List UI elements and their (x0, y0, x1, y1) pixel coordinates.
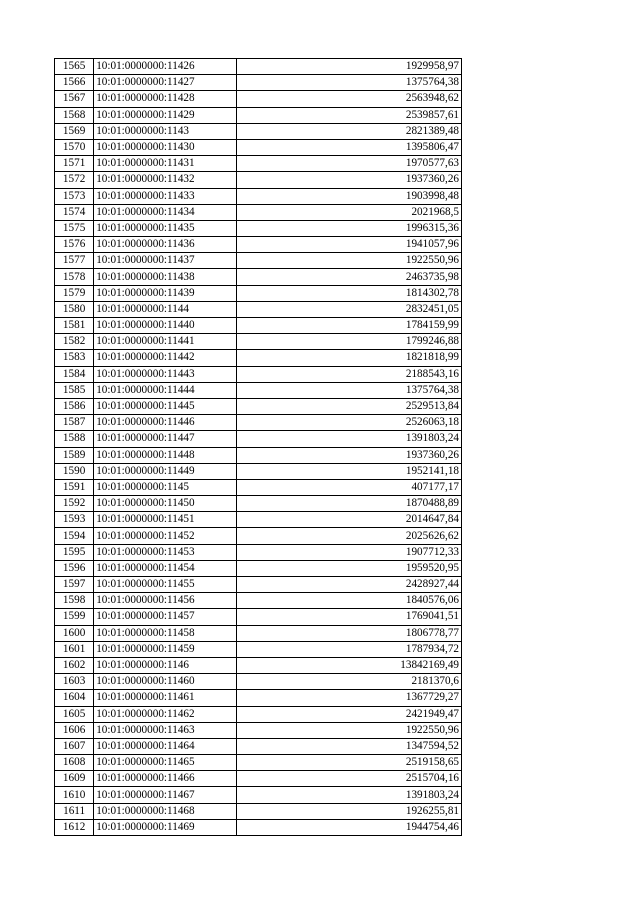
value-cell: 2021968,5 (236, 204, 461, 220)
row-number-cell: 1612 (55, 819, 94, 835)
cadastral-number-cell: 10:01:0000000:11436 (94, 237, 237, 253)
cadastral-number-cell: 10:01:0000000:11427 (94, 75, 237, 91)
value-cell: 1922550,96 (236, 722, 461, 738)
row-number-cell: 1566 (55, 75, 94, 91)
cadastral-number-cell: 10:01:0000000:11447 (94, 431, 237, 447)
row-number-cell: 1584 (55, 366, 94, 382)
row-number-cell: 1611 (55, 803, 94, 819)
cadastral-number-cell: 10:01:0000000:1144 (94, 301, 237, 317)
cadastral-number-cell: 10:01:0000000:11431 (94, 156, 237, 172)
row-number-cell: 1604 (55, 690, 94, 706)
row-number-cell: 1600 (55, 625, 94, 641)
cadastral-number-cell: 10:01:0000000:11455 (94, 577, 237, 593)
cadastral-number-cell: 10:01:0000000:11437 (94, 253, 237, 269)
table-row (55, 479, 462, 495)
cadastral-number-cell: 10:01:0000000:11449 (94, 463, 237, 479)
table-row (55, 528, 462, 544)
table-row (55, 787, 462, 803)
row-number-cell: 1581 (55, 318, 94, 334)
value-cell: 1929958,97 (236, 59, 461, 75)
cadastral-number-cell: 10:01:0000000:11450 (94, 496, 237, 512)
cadastral-number-cell: 10:01:0000000:11446 (94, 415, 237, 431)
row-number-cell: 1589 (55, 447, 94, 463)
table-row (55, 706, 462, 722)
cadastral-number-cell: 10:01:0000000:1143 (94, 123, 237, 139)
value-cell: 2181370,6 (236, 674, 461, 690)
table-row (55, 398, 462, 414)
value-cell: 1952141,18 (236, 463, 461, 479)
row-number-cell: 1594 (55, 528, 94, 544)
value-cell: 2821389,48 (236, 123, 461, 139)
value-cell: 2563948,62 (236, 91, 461, 107)
cadastral-number-cell: 10:01:0000000:11464 (94, 738, 237, 754)
table-row (55, 139, 462, 155)
value-cell: 1941057,96 (236, 237, 461, 253)
cadastral-number-cell: 10:01:0000000:11440 (94, 318, 237, 334)
row-number-cell: 1583 (55, 350, 94, 366)
value-cell: 1937360,26 (236, 172, 461, 188)
value-cell: 1907712,33 (236, 544, 461, 560)
table-row (55, 755, 462, 771)
row-number-cell: 1609 (55, 771, 94, 787)
table-row (55, 593, 462, 609)
cadastral-number-cell: 10:01:0000000:11459 (94, 641, 237, 657)
table-row (55, 156, 462, 172)
value-cell: 1922550,96 (236, 253, 461, 269)
data-table (54, 58, 462, 836)
value-cell: 2832451,05 (236, 301, 461, 317)
cadastral-number-cell: 10:01:0000000:11426 (94, 59, 237, 75)
row-number-cell: 1565 (55, 59, 94, 75)
row-number-cell: 1573 (55, 188, 94, 204)
value-cell: 1944754,46 (236, 819, 461, 835)
value-cell: 407177,17 (236, 479, 461, 495)
table-row (55, 220, 462, 236)
cadastral-number-cell: 10:01:0000000:11468 (94, 803, 237, 819)
value-cell: 2463735,98 (236, 269, 461, 285)
value-cell: 2014647,84 (236, 512, 461, 528)
row-number-cell: 1576 (55, 237, 94, 253)
table-row (55, 771, 462, 787)
row-number-cell: 1590 (55, 463, 94, 479)
row-number-cell: 1593 (55, 512, 94, 528)
table-row (55, 91, 462, 107)
table-row (55, 431, 462, 447)
table-row (55, 318, 462, 334)
table-row (55, 301, 462, 317)
row-number-cell: 1570 (55, 139, 94, 155)
row-number-cell: 1579 (55, 285, 94, 301)
cadastral-number-cell: 10:01:0000000:11454 (94, 560, 237, 576)
cadastral-number-cell: 10:01:0000000:11458 (94, 625, 237, 641)
table-row (55, 674, 462, 690)
row-number-cell: 1567 (55, 91, 94, 107)
cadastral-number-cell: 10:01:0000000:11467 (94, 787, 237, 803)
table-row (55, 415, 462, 431)
table-row (55, 447, 462, 463)
row-number-cell: 1608 (55, 755, 94, 771)
row-number-cell: 1610 (55, 787, 94, 803)
row-number-cell: 1569 (55, 123, 94, 139)
row-number-cell: 1595 (55, 544, 94, 560)
cadastral-number-cell: 10:01:0000000:11429 (94, 107, 237, 123)
value-cell: 1391803,24 (236, 431, 461, 447)
cadastral-number-cell: 10:01:0000000:11445 (94, 398, 237, 414)
row-number-cell: 1582 (55, 334, 94, 350)
cadastral-number-cell: 10:01:0000000:11469 (94, 819, 237, 835)
value-cell: 2529513,84 (236, 398, 461, 414)
row-number-cell: 1599 (55, 609, 94, 625)
cadastral-number-cell: 10:01:0000000:11439 (94, 285, 237, 301)
table-row (55, 577, 462, 593)
cadastral-number-cell: 10:01:0000000:11466 (94, 771, 237, 787)
cadastral-number-cell: 10:01:0000000:1145 (94, 479, 237, 495)
row-number-cell: 1574 (55, 204, 94, 220)
table-row (55, 188, 462, 204)
cadastral-number-cell: 10:01:0000000:11460 (94, 674, 237, 690)
table-row (55, 334, 462, 350)
value-cell: 2539857,61 (236, 107, 461, 123)
table-row (55, 738, 462, 754)
cadastral-number-cell: 10:01:0000000:11434 (94, 204, 237, 220)
cadastral-number-cell: 10:01:0000000:11433 (94, 188, 237, 204)
value-cell: 1395806,47 (236, 139, 461, 155)
table-row (55, 269, 462, 285)
row-number-cell: 1575 (55, 220, 94, 236)
table-row (55, 107, 462, 123)
cadastral-number-cell: 10:01:0000000:11443 (94, 366, 237, 382)
value-cell: 1806778,77 (236, 625, 461, 641)
value-cell: 1870488,89 (236, 496, 461, 512)
row-number-cell: 1598 (55, 593, 94, 609)
value-cell: 1959520,95 (236, 560, 461, 576)
cadastral-number-cell: 10:01:0000000:1146 (94, 657, 237, 673)
cadastral-number-cell: 10:01:0000000:11448 (94, 447, 237, 463)
row-number-cell: 1602 (55, 657, 94, 673)
cadastral-number-cell: 10:01:0000000:11438 (94, 269, 237, 285)
table-row (55, 204, 462, 220)
value-cell: 1926255,81 (236, 803, 461, 819)
value-cell: 13842169,49 (236, 657, 461, 673)
value-cell: 1375764,38 (236, 382, 461, 398)
table-row (55, 625, 462, 641)
table-row (55, 641, 462, 657)
value-cell: 1996315,36 (236, 220, 461, 236)
table-row (55, 366, 462, 382)
row-number-cell: 1571 (55, 156, 94, 172)
table-row (55, 350, 462, 366)
value-cell: 2526063,18 (236, 415, 461, 431)
value-cell: 2188543,16 (236, 366, 461, 382)
table-row (55, 496, 462, 512)
value-cell: 2519158,65 (236, 755, 461, 771)
table-row (55, 512, 462, 528)
row-number-cell: 1597 (55, 577, 94, 593)
value-cell: 1970577,63 (236, 156, 461, 172)
table-row (55, 123, 462, 139)
value-cell: 1784159,99 (236, 318, 461, 334)
cadastral-number-cell: 10:01:0000000:11428 (94, 91, 237, 107)
cadastral-number-cell: 10:01:0000000:11461 (94, 690, 237, 706)
value-cell: 1799246,88 (236, 334, 461, 350)
value-cell: 1769041,51 (236, 609, 461, 625)
row-number-cell: 1601 (55, 641, 94, 657)
row-number-cell: 1591 (55, 479, 94, 495)
row-number-cell: 1587 (55, 415, 94, 431)
cadastral-number-cell: 10:01:0000000:11452 (94, 528, 237, 544)
table-row (55, 657, 462, 673)
row-number-cell: 1586 (55, 398, 94, 414)
row-number-cell: 1572 (55, 172, 94, 188)
table-row (55, 463, 462, 479)
table-row (55, 237, 462, 253)
value-cell: 1937360,26 (236, 447, 461, 463)
table-row (55, 382, 462, 398)
value-cell: 1347594,52 (236, 738, 461, 754)
value-cell: 1840576,06 (236, 593, 461, 609)
value-cell: 1821818,99 (236, 350, 461, 366)
value-cell: 2421949,47 (236, 706, 461, 722)
cadastral-number-cell: 10:01:0000000:11463 (94, 722, 237, 738)
value-cell: 1814302,78 (236, 285, 461, 301)
table-row (55, 59, 462, 75)
table-row (55, 285, 462, 301)
table-row (55, 722, 462, 738)
row-number-cell: 1568 (55, 107, 94, 123)
value-cell: 2515704,16 (236, 771, 461, 787)
table-row (55, 75, 462, 91)
row-number-cell: 1577 (55, 253, 94, 269)
row-number-cell: 1592 (55, 496, 94, 512)
table-row (55, 172, 462, 188)
value-cell: 1367729,27 (236, 690, 461, 706)
table-row (55, 560, 462, 576)
cadastral-number-cell: 10:01:0000000:11465 (94, 755, 237, 771)
cadastral-number-cell: 10:01:0000000:11462 (94, 706, 237, 722)
value-cell: 1391803,24 (236, 787, 461, 803)
table-row (55, 544, 462, 560)
value-cell: 1375764,38 (236, 75, 461, 91)
row-number-cell: 1585 (55, 382, 94, 398)
value-cell: 2025626,62 (236, 528, 461, 544)
cadastral-number-cell: 10:01:0000000:11457 (94, 609, 237, 625)
cadastral-number-cell: 10:01:0000000:11430 (94, 139, 237, 155)
row-number-cell: 1605 (55, 706, 94, 722)
table-body (55, 59, 462, 836)
row-number-cell: 1596 (55, 560, 94, 576)
value-cell: 2428927,44 (236, 577, 461, 593)
table-row (55, 819, 462, 835)
row-number-cell: 1603 (55, 674, 94, 690)
cadastral-number-cell: 10:01:0000000:11435 (94, 220, 237, 236)
cadastral-number-cell: 10:01:0000000:11444 (94, 382, 237, 398)
row-number-cell: 1580 (55, 301, 94, 317)
cadastral-number-cell: 10:01:0000000:11432 (94, 172, 237, 188)
row-number-cell: 1607 (55, 738, 94, 754)
table-row (55, 253, 462, 269)
row-number-cell: 1588 (55, 431, 94, 447)
table-row (55, 690, 462, 706)
cadastral-number-cell: 10:01:0000000:11456 (94, 593, 237, 609)
cadastral-number-cell: 10:01:0000000:11442 (94, 350, 237, 366)
cadastral-number-cell: 10:01:0000000:11453 (94, 544, 237, 560)
value-cell: 1903998,48 (236, 188, 461, 204)
row-number-cell: 1578 (55, 269, 94, 285)
value-cell: 1787934,72 (236, 641, 461, 657)
table-row (55, 803, 462, 819)
table-row (55, 609, 462, 625)
cadastral-number-cell: 10:01:0000000:11451 (94, 512, 237, 528)
cadastral-number-cell: 10:01:0000000:11441 (94, 334, 237, 350)
row-number-cell: 1606 (55, 722, 94, 738)
